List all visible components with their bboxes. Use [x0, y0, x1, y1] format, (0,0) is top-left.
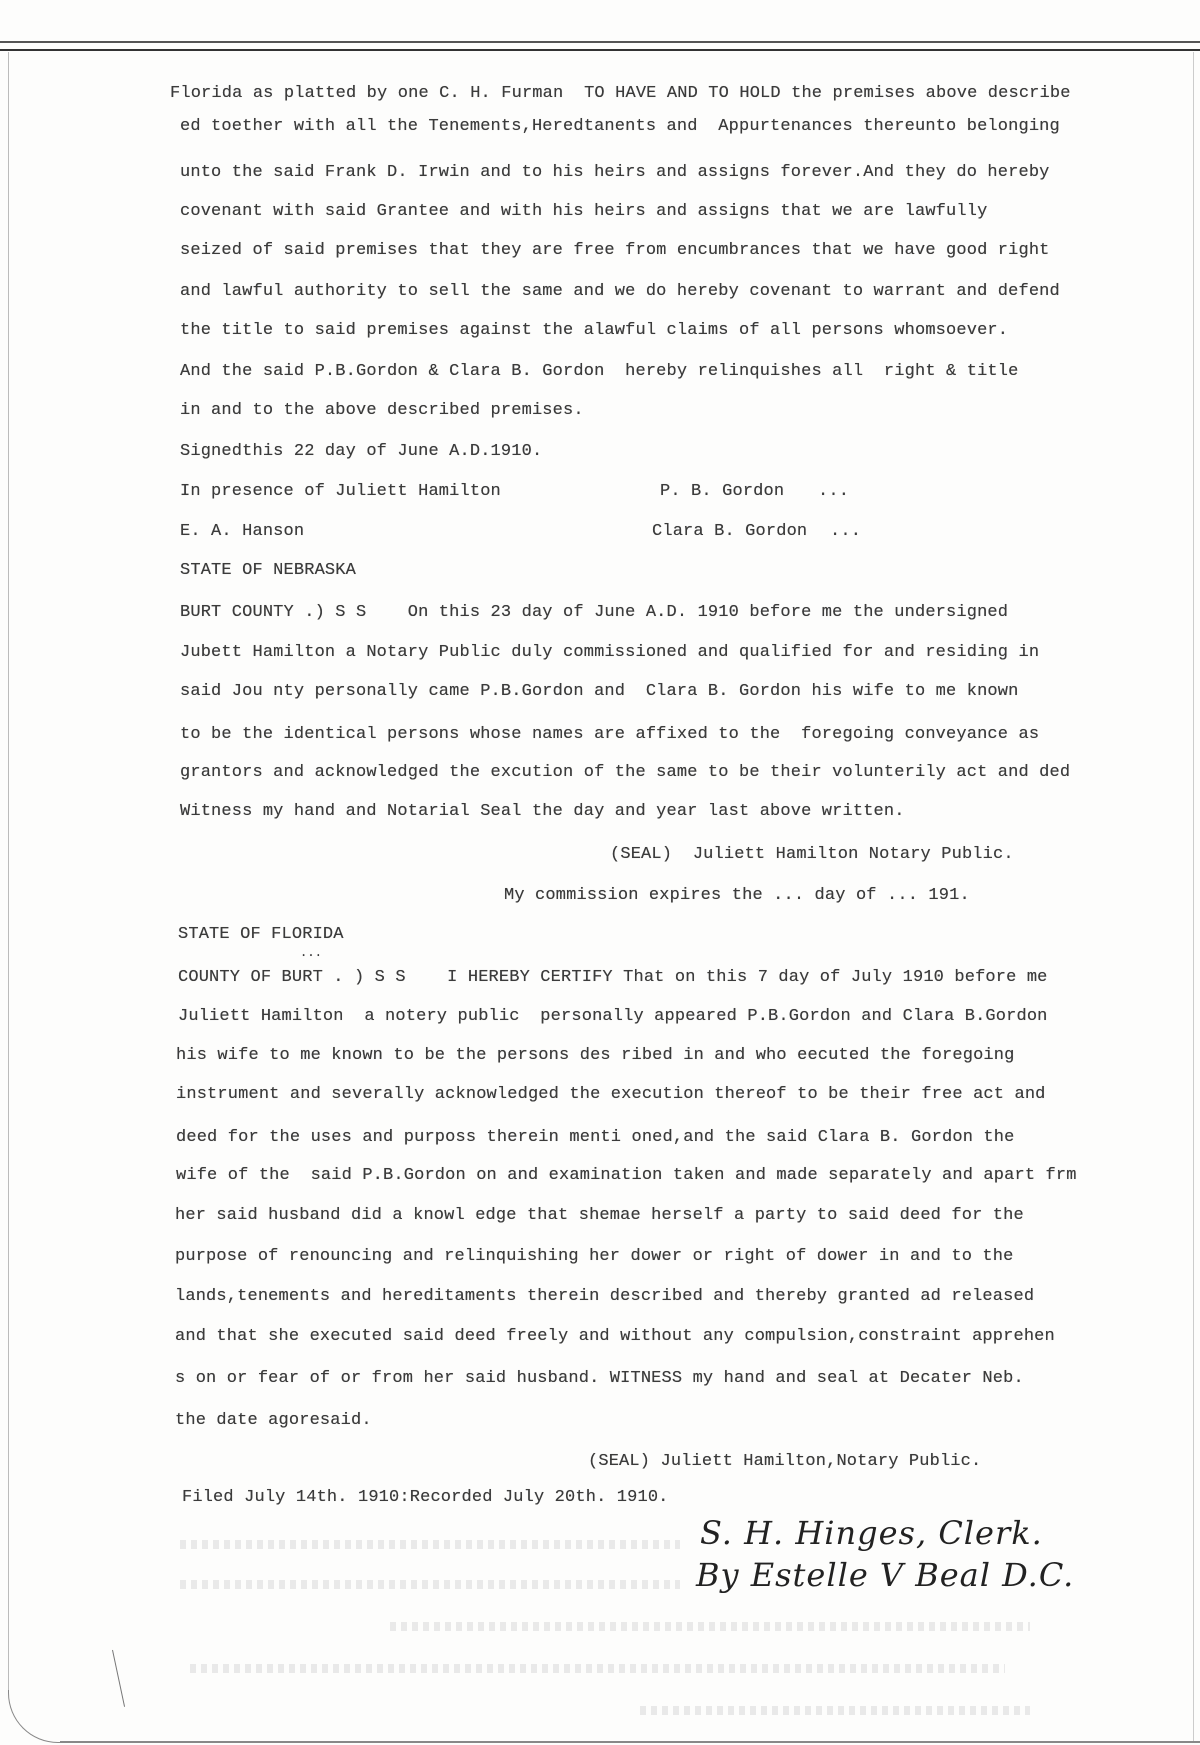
bleed-through-text — [390, 1622, 1030, 1631]
bleed-through-text — [180, 1540, 680, 1549]
certificate-line: COUNTY OF BURT . ) S S I HEREBY CERTIFY That on this 7 day of July 1910 before me — [178, 968, 1048, 987]
certificate-line: Juliett Hamilton a notery public personally appeared P.B.Gordon and Clara B.Gordon — [178, 1007, 1048, 1026]
acknowledgment-line: Witness my hand and Notarial Seal the day and year last above written. — [180, 802, 905, 821]
state-heading: STATE OF FLORIDA — [178, 925, 344, 944]
certificate-line: and that she executed said deed freely and without any compulsion,constraint apprehen — [175, 1327, 1055, 1346]
clerk-signature: S. H. Hinges, Clerk. — [700, 1514, 1043, 1552]
commission-expiry: My commission expires the ... day of ... 191. — [504, 886, 970, 905]
deputy-clerk-signature: By Estelle V Beal D.C. — [696, 1556, 1075, 1594]
right-border — [1193, 52, 1194, 1742]
top-rule-double — [0, 49, 1200, 51]
acknowledgment-line: Jubett Hamilton a Notary Public duly commissioned and qualified for and residing in — [180, 643, 1040, 662]
deed-text-line: and lawful authority to sell the same and we do hereby covenant to warrant and defend — [180, 282, 1060, 301]
grantor-signature-1-dots: ... — [818, 482, 850, 501]
certificate-line: lands,tenements and hereditaments therein described and thereby granted ad released — [175, 1287, 1035, 1306]
certificate-line: deed for the uses and purposs therein menti oned,and the said Clara B. Gordon the — [176, 1128, 1015, 1147]
notary-seal-signature: (SEAL) Juliett Hamilton,Notary Public. — [588, 1452, 982, 1471]
deed-text-line: Florida as platted by one C. H. Furman TO HAVE AND TO HOLD the premises above describe — [170, 84, 1071, 103]
grantor-signature-2-dots: ... — [830, 522, 862, 541]
certificate-line: her said husband did a knowl edge that shemae herself a party to said deed for the — [175, 1206, 1024, 1225]
top-rule — [0, 41, 1200, 43]
acknowledgment-line: said Jou nty personally came P.B.Gordon and Clara B. Gordon his wife to me known — [180, 682, 1019, 701]
bleed-through-text — [180, 1580, 680, 1589]
acknowledgment-line: to be the identical persons whose names are affixed to the foregoing conveyance as — [180, 725, 1040, 744]
deed-text-line: ed toether with all the Tenements,Heredtanents and Appurtenances thereunto belonging — [180, 117, 1060, 136]
page-corner — [8, 1690, 69, 1743]
acknowledgment-line: grantors and acknowledged the excution of the same to be their volunterily act and ded — [180, 763, 1071, 782]
bottom-rule — [60, 1741, 1200, 1743]
notary-seal-signature: (SEAL) Juliett Hamilton Notary Public. — [610, 845, 1014, 864]
heading-dots: ... — [300, 946, 323, 960]
grantor-signature-2: Clara B. Gordon — [652, 522, 808, 541]
deed-text-line: And the said P.B.Gordon & Clara B. Gordon hereby relinquishes all right & title — [180, 362, 1019, 381]
deed-text-line: the title to said premises against the alawful claims of all persons whomsoever. — [180, 321, 1009, 340]
deed-text-line: covenant with said Grantee and with his heirs and assigns that we are lawfully — [180, 202, 988, 221]
left-border — [8, 52, 9, 1692]
certificate-line: instrument and severally acknowledged the execution thereof to be their free act and — [176, 1085, 1046, 1104]
state-heading: STATE OF NEBRASKA — [180, 561, 356, 580]
witness-line: In presence of Juliett Hamilton — [180, 482, 501, 501]
deed-text-line: unto the said Frank D. Irwin and to his heirs and assigns forever.And they do hereby — [180, 163, 1050, 182]
certificate-line: purpose of renouncing and relinquishing her dower or right of dower in and to the — [175, 1247, 1014, 1266]
bleed-through-text — [640, 1706, 1030, 1715]
certificate-line: his wife to me known to be the persons des ribed in and who eecuted the foregoing — [176, 1046, 1015, 1065]
filing-record: Filed July 14th. 1910:Recorded July 20th. 1910. — [182, 1488, 669, 1507]
signing-date: Signedthis 22 day of June A.D.1910. — [180, 442, 543, 461]
pen-stroke-mark — [112, 1650, 125, 1707]
bleed-through-text — [190, 1664, 1005, 1673]
certificate-line: the date agoresaid. — [175, 1411, 372, 1430]
certificate-line: wife of the said P.B.Gordon on and examination taken and made separately and apart frm — [176, 1166, 1077, 1185]
deed-text-line: seized of said premises that they are free from encumbrances that we have good right — [180, 241, 1050, 260]
witness-line: E. A. Hanson — [180, 522, 305, 541]
acknowledgment-line: BURT COUNTY .) S S On this 23 day of June A.D. 1910 before me the undersigned — [180, 603, 1009, 622]
certificate-line: s on or fear of or from her said husband. WITNESS my hand and seal at Decater Neb. — [175, 1369, 1024, 1388]
deed-text-line: in and to the above described premises. — [180, 401, 584, 420]
grantor-signature-1: P. B. Gordon — [660, 482, 785, 501]
